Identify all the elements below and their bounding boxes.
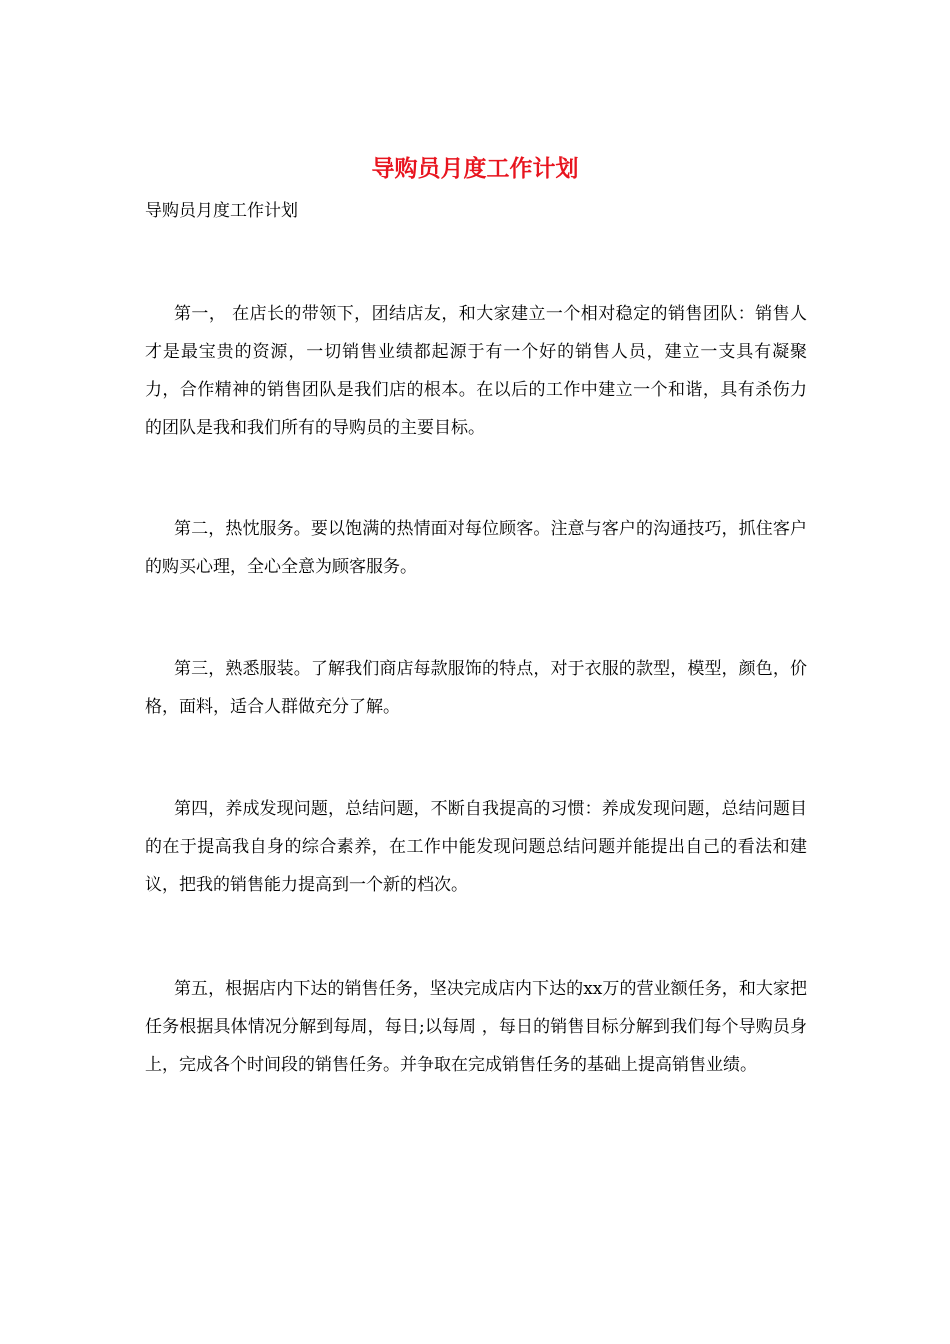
paragraph-third: 第三，熟悉服装。了解我们商店每款服饰的特点，对于衣服的款型，模型，颜色，价格，面料，适合人群做充分了解。 <box>145 659 807 717</box>
paragraph-fourth: 第四，养成发现问题，总结问题，不断自我提高的习惯：养成发现问题，总结问题目的在于提高我自身的综合素养，在工作中能发现问题总结问题并能提出自己的看法和建议，把我的销售能力提高到一个新的档次。 <box>145 799 807 895</box>
paragraph-fifth: 第五，根据店内下达的销售任务，坚决完成店内下达的xx万的营业额任务，和大家把任务根据具体情况分解到每周，每日;以每周 ，每日的销售目标分解到我们每个导购员身上，完成各个时间段的销售任务。并争取在完成销售任务的基础上提高销售业绩。 <box>145 979 807 1075</box>
paragraph-first: 第一， 在店长的带领下，团结店友，和大家建立一个相对稳定的销售团队：销售人才是最宝贵的资源，一切销售业绩都起源于有一个好的销售人员，建立一支具有凝聚力，合作精神的销售团队是我们店的根本。在以后的工作中建立一个和谐，具有杀伤力的团队是我和我们所有的导购员的主要目标。 <box>145 304 807 438</box>
paragraph-second: 第二，热忱服务。要以饱满的热情面对每位顾客。注意与客户的沟通技巧，抓住客户的购买心理，全心全意为顾客服务。 <box>145 519 807 577</box>
document-subtitle: 导购员月度工作计划 <box>145 201 298 221</box>
document-title: 导购员月度工作计划 <box>371 155 579 182</box>
